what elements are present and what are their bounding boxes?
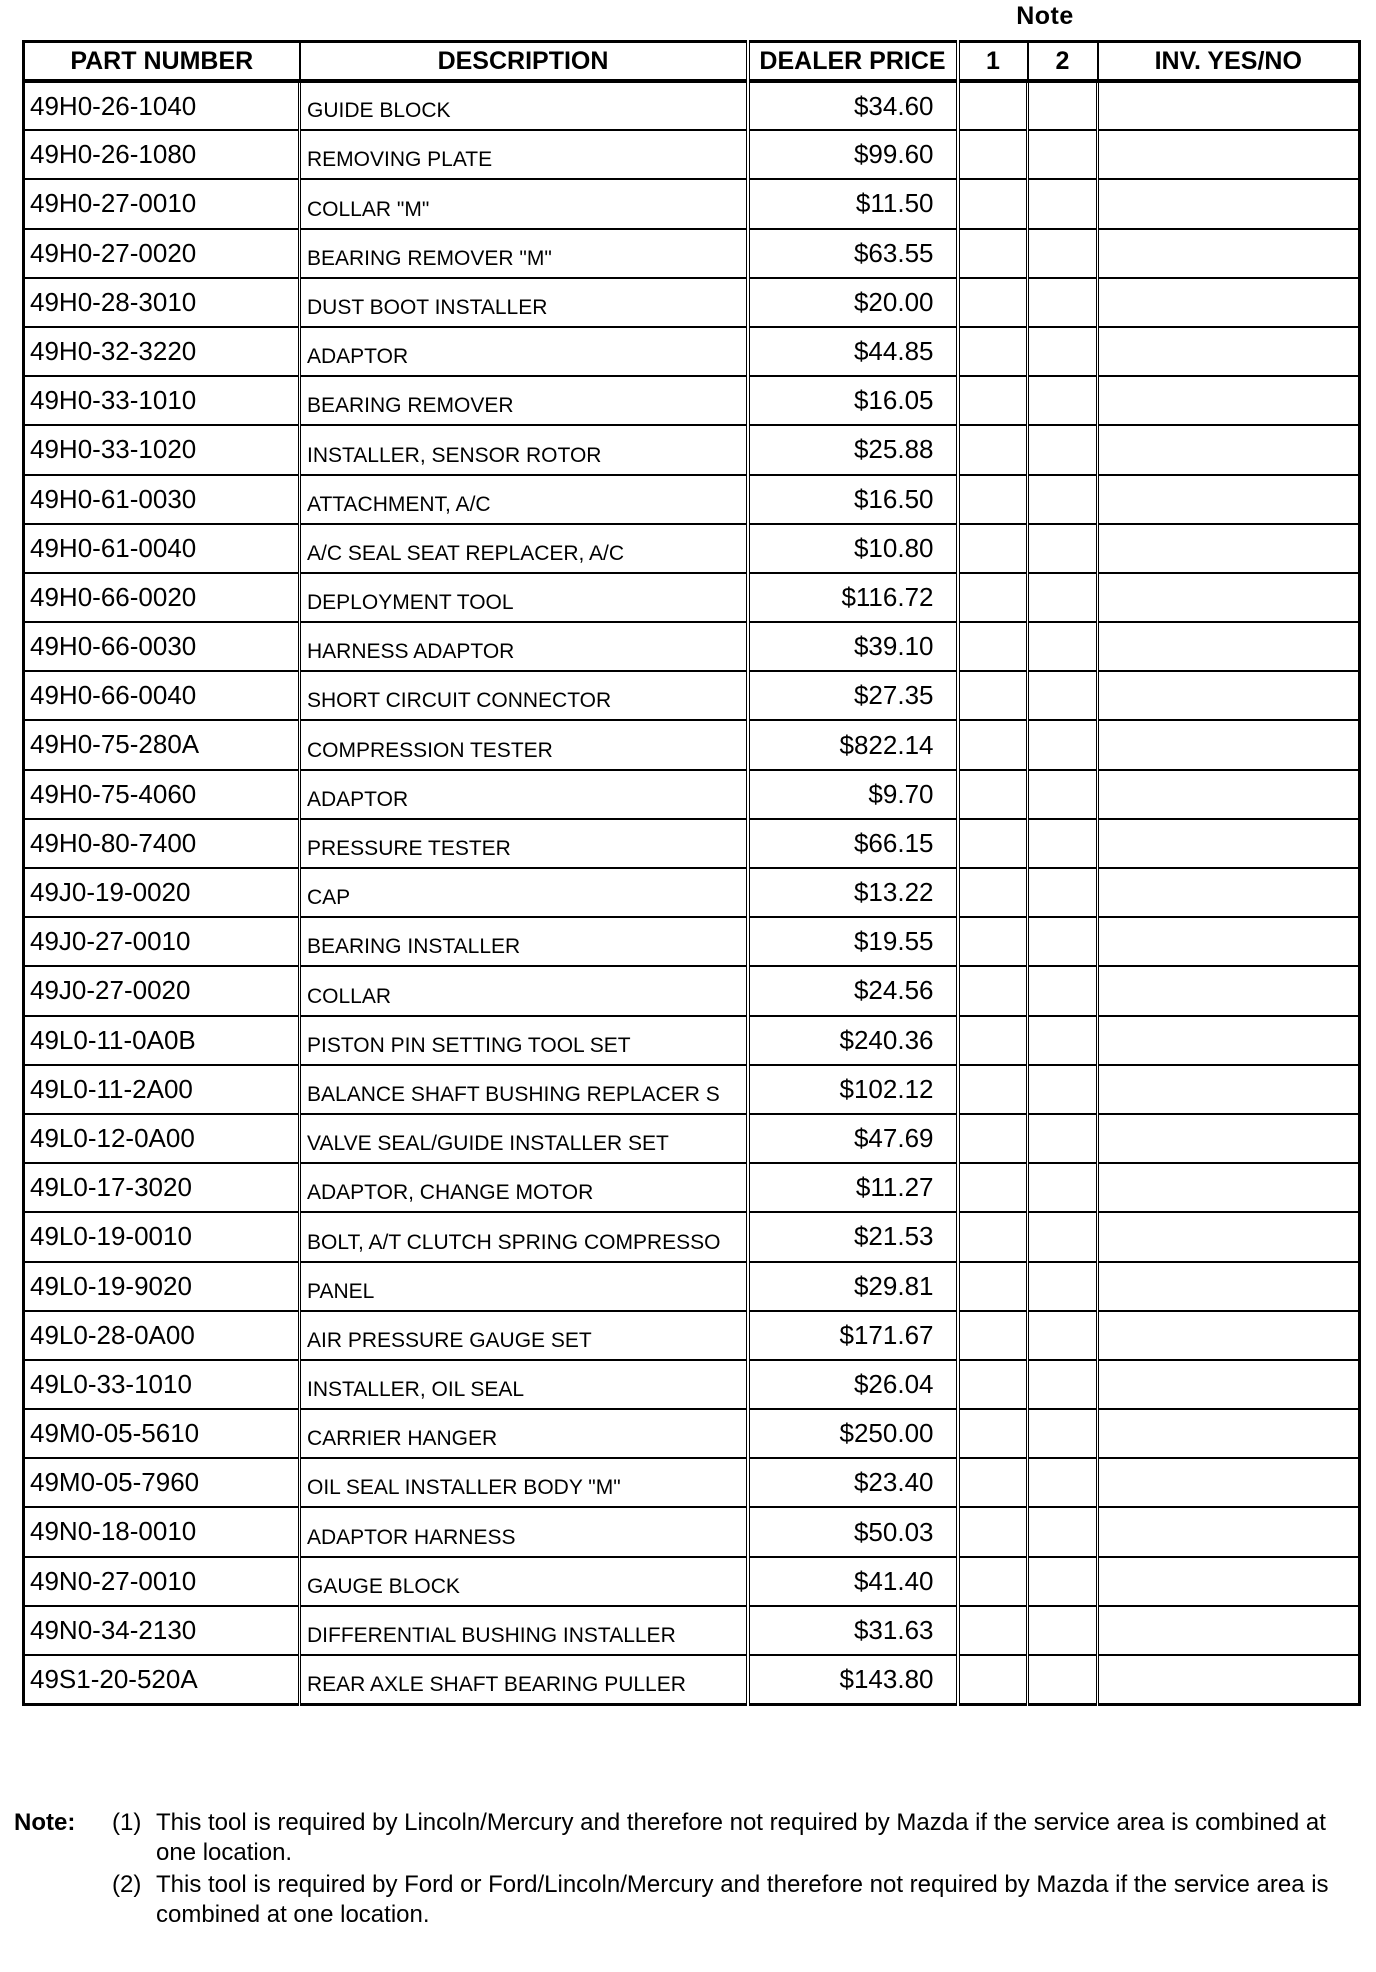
inv-yes-no-cell <box>1098 573 1360 622</box>
part-number-cell: 49N0-34-2130 <box>24 1606 300 1655</box>
part-number-cell: 49J0-27-0010 <box>24 917 300 966</box>
header-part-number: PART NUMBER <box>24 42 300 82</box>
footnote-2-number: (2) <box>112 1871 142 1898</box>
dealer-price-cell: $16.05 <box>748 376 958 425</box>
note-2-cell <box>1028 819 1098 868</box>
table-row <box>24 1507 1360 1556</box>
note-2-cell <box>1028 1507 1098 1556</box>
note-2-cell <box>1028 966 1098 1015</box>
note-2-cell <box>1028 1360 1098 1409</box>
table-row <box>24 81 1360 130</box>
part-number-cell: 49L0-12-0A00 <box>24 1114 300 1163</box>
description-cell: OIL SEAL INSTALLER BODY "M" <box>300 1458 748 1507</box>
dealer-price-cell: $41.40 <box>748 1557 958 1606</box>
dealer-price-cell: $20.00 <box>748 278 958 327</box>
dealer-price-cell: $50.03 <box>748 1507 958 1556</box>
dealer-price-cell: $19.55 <box>748 917 958 966</box>
dealer-price-cell: $116.72 <box>748 573 958 622</box>
part-number-cell: 49L0-19-9020 <box>24 1262 300 1311</box>
note-1-cell <box>958 1016 1028 1065</box>
inv-yes-no-cell <box>1098 868 1360 917</box>
description-cell: PISTON PIN SETTING TOOL SET <box>300 1016 748 1065</box>
note-2-cell <box>1028 1212 1098 1261</box>
table-row <box>24 1114 1360 1163</box>
note-1-cell <box>958 573 1028 622</box>
part-number-cell: 49L0-33-1010 <box>24 1360 300 1409</box>
dealer-price-cell: $13.22 <box>748 868 958 917</box>
dealer-price-cell: $44.85 <box>748 327 958 376</box>
table-row <box>24 819 1360 868</box>
dealer-price-cell: $143.80 <box>748 1655 958 1704</box>
description-cell: BALANCE SHAFT BUSHING REPLACER S <box>300 1065 748 1114</box>
table-row <box>24 524 1360 573</box>
part-number-cell: 49S1-20-520A <box>24 1655 300 1704</box>
note-2-cell <box>1028 475 1098 524</box>
table-row <box>24 130 1360 179</box>
note-1-cell <box>958 524 1028 573</box>
note-2-cell <box>1028 770 1098 819</box>
description-cell: COLLAR "M" <box>300 179 748 228</box>
inv-yes-no-cell <box>1098 130 1360 179</box>
dealer-price-cell: $27.35 <box>748 671 958 720</box>
dealer-price-cell: $11.50 <box>748 179 958 228</box>
inv-yes-no-cell <box>1098 1163 1360 1212</box>
inv-yes-no-cell <box>1098 475 1360 524</box>
note-1-cell <box>958 1114 1028 1163</box>
dealer-price-cell: $31.63 <box>748 1606 958 1655</box>
description-cell: ADAPTOR <box>300 327 748 376</box>
table-row <box>24 475 1360 524</box>
table-row <box>24 966 1360 1015</box>
part-number-cell: 49M0-05-5610 <box>24 1409 300 1458</box>
table-row <box>24 720 1360 769</box>
table-row <box>24 1212 1360 1261</box>
dealer-price-cell: $822.14 <box>748 720 958 769</box>
table-row <box>24 425 1360 474</box>
inv-yes-no-cell <box>1098 1409 1360 1458</box>
part-number-cell: 49H0-66-0020 <box>24 573 300 622</box>
footnote-1-text: This tool is required by Lincoln/Mercury and therefore not required by Mazda if the service area is combined at one location. <box>156 1809 1326 1866</box>
description-cell: VALVE SEAL/GUIDE INSTALLER SET <box>300 1114 748 1163</box>
part-number-cell: 49H0-26-1080 <box>24 130 300 179</box>
inv-yes-no-cell <box>1098 1360 1360 1409</box>
table-row <box>24 179 1360 228</box>
description-cell: GUIDE BLOCK <box>300 81 748 130</box>
description-cell: BEARING REMOVER <box>300 376 748 425</box>
note-1-cell <box>958 278 1028 327</box>
dealer-price-cell: $9.70 <box>748 770 958 819</box>
dealer-price-cell: $10.80 <box>748 524 958 573</box>
part-number-cell: 49H0-27-0010 <box>24 179 300 228</box>
dealer-price-cell: $47.69 <box>748 1114 958 1163</box>
part-number-cell: 49N0-27-0010 <box>24 1557 300 1606</box>
description-cell: INSTALLER, SENSOR ROTOR <box>300 425 748 474</box>
note-1-cell <box>958 1557 1028 1606</box>
note-1-cell <box>958 229 1028 278</box>
note-2-cell <box>1028 622 1098 671</box>
table-row <box>24 1065 1360 1114</box>
dealer-price-cell: $16.50 <box>748 475 958 524</box>
description-cell: BOLT, A/T CLUTCH SPRING COMPRESSO <box>300 1212 748 1261</box>
description-cell: COLLAR <box>300 966 748 1015</box>
table-row <box>24 917 1360 966</box>
note-2-cell <box>1028 81 1098 130</box>
inv-yes-no-cell <box>1098 81 1360 130</box>
inv-yes-no-cell <box>1098 1311 1360 1360</box>
note-1-cell <box>958 475 1028 524</box>
description-cell: REAR AXLE SHAFT BEARING PULLER <box>300 1655 748 1704</box>
description-cell: INSTALLER, OIL SEAL <box>300 1360 748 1409</box>
dealer-price-cell: $66.15 <box>748 819 958 868</box>
description-cell: SHORT CIRCUIT CONNECTOR <box>300 671 748 720</box>
note-2-cell <box>1028 1655 1098 1704</box>
header-note-2: 2 <box>1028 42 1098 82</box>
note-1-cell <box>958 966 1028 1015</box>
inv-yes-no-cell <box>1098 425 1360 474</box>
table-header-row <box>24 42 1360 82</box>
note-1-cell <box>958 1311 1028 1360</box>
note-2-cell <box>1028 425 1098 474</box>
note-1-cell <box>958 1409 1028 1458</box>
part-number-cell: 49H0-61-0030 <box>24 475 300 524</box>
description-cell: A/C SEAL SEAT REPLACER, A/C <box>300 524 748 573</box>
part-number-cell: 49L0-19-0010 <box>24 1212 300 1261</box>
dealer-price-cell: $11.27 <box>748 1163 958 1212</box>
description-cell: CARRIER HANGER <box>300 1409 748 1458</box>
table-body <box>24 81 1360 1704</box>
note-2-cell <box>1028 917 1098 966</box>
part-number-cell: 49J0-19-0020 <box>24 868 300 917</box>
note-1-cell <box>958 720 1028 769</box>
header-description: DESCRIPTION <box>300 42 748 82</box>
dealer-price-cell: $250.00 <box>748 1409 958 1458</box>
note-2-cell <box>1028 524 1098 573</box>
note-1-cell <box>958 770 1028 819</box>
note-1-cell <box>958 1655 1028 1704</box>
description-cell: ADAPTOR, CHANGE MOTOR <box>300 1163 748 1212</box>
note-1-cell <box>958 868 1028 917</box>
description-cell: DUST BOOT INSTALLER <box>300 278 748 327</box>
inv-yes-no-cell <box>1098 1507 1360 1556</box>
note-2-cell <box>1028 868 1098 917</box>
note-1-cell <box>958 917 1028 966</box>
inv-yes-no-cell <box>1098 376 1360 425</box>
description-cell: ATTACHMENT, A/C <box>300 475 748 524</box>
table-row <box>24 1311 1360 1360</box>
note-2-cell <box>1028 1458 1098 1507</box>
inv-yes-no-cell <box>1098 1557 1360 1606</box>
table-row <box>24 1016 1360 1065</box>
part-number-cell: 49H0-32-3220 <box>24 327 300 376</box>
note-1-cell <box>958 425 1028 474</box>
description-cell: GAUGE BLOCK <box>300 1557 748 1606</box>
description-cell: PANEL <box>300 1262 748 1311</box>
note-2-cell <box>1028 1163 1098 1212</box>
table-row <box>24 573 1360 622</box>
footnote-1 <box>112 1808 1342 1868</box>
note-2-cell <box>1028 130 1098 179</box>
part-number-cell: 49H0-27-0020 <box>24 229 300 278</box>
dealer-price-cell: $25.88 <box>748 425 958 474</box>
dealer-price-cell: $21.53 <box>748 1212 958 1261</box>
table-row <box>24 278 1360 327</box>
footnote-2-text: This tool is required by Ford or Ford/Lincoln/Mercury and therefore not required by Mazda if the service area is combined at one location. <box>156 1871 1329 1928</box>
note-2-cell <box>1028 278 1098 327</box>
note-2-cell <box>1028 1065 1098 1114</box>
description-cell: ADAPTOR HARNESS <box>300 1507 748 1556</box>
inv-yes-no-cell <box>1098 671 1360 720</box>
dealer-price-cell: $39.10 <box>748 622 958 671</box>
note-1-cell <box>958 1212 1028 1261</box>
inv-yes-no-cell <box>1098 1458 1360 1507</box>
inv-yes-no-cell <box>1098 1065 1360 1114</box>
description-cell: BEARING INSTALLER <box>300 917 748 966</box>
table-row <box>24 1557 1360 1606</box>
note-1-cell <box>958 819 1028 868</box>
description-cell: REMOVING PLATE <box>300 130 748 179</box>
part-number-cell: 49M0-05-7960 <box>24 1458 300 1507</box>
dealer-price-cell: $23.40 <box>748 1458 958 1507</box>
part-number-cell: 49N0-18-0010 <box>24 1507 300 1556</box>
table-row <box>24 622 1360 671</box>
note-1-cell <box>958 1507 1028 1556</box>
inv-yes-no-cell <box>1098 819 1360 868</box>
note-2-cell <box>1028 327 1098 376</box>
inv-yes-no-cell <box>1098 278 1360 327</box>
note-column-group-header: Note <box>1016 2 1074 30</box>
note-1-cell <box>958 1606 1028 1655</box>
table-row <box>24 671 1360 720</box>
dealer-price-cell: $24.56 <box>748 966 958 1015</box>
table-row <box>24 327 1360 376</box>
note-1-cell <box>958 179 1028 228</box>
inv-yes-no-cell <box>1098 1606 1360 1655</box>
note-2-cell <box>1028 1016 1098 1065</box>
dealer-price-cell: $34.60 <box>748 81 958 130</box>
part-number-cell: 49H0-26-1040 <box>24 81 300 130</box>
header-inv-yes-no: INV. YES/NO <box>1098 42 1360 82</box>
inv-yes-no-cell <box>1098 1212 1360 1261</box>
part-number-cell: 49H0-75-4060 <box>24 770 300 819</box>
description-cell: COMPRESSION TESTER <box>300 720 748 769</box>
inv-yes-no-cell <box>1098 524 1360 573</box>
note-1-cell <box>958 622 1028 671</box>
inv-yes-no-cell <box>1098 1016 1360 1065</box>
note-2-cell <box>1028 720 1098 769</box>
table-row <box>24 229 1360 278</box>
part-number-cell: 49H0-28-3010 <box>24 278 300 327</box>
inv-yes-no-cell <box>1098 229 1360 278</box>
dealer-price-cell: $29.81 <box>748 1262 958 1311</box>
table-row <box>24 1458 1360 1507</box>
table-row <box>24 1606 1360 1655</box>
note-2-cell <box>1028 1262 1098 1311</box>
dealer-price-cell: $26.04 <box>748 1360 958 1409</box>
note-1-cell <box>958 376 1028 425</box>
inv-yes-no-cell <box>1098 966 1360 1015</box>
footnote-1-number: (1) <box>112 1809 142 1836</box>
note-2-cell <box>1028 1606 1098 1655</box>
table-row <box>24 1163 1360 1212</box>
note-2-cell <box>1028 1114 1098 1163</box>
table-row <box>24 1409 1360 1458</box>
part-number-cell: 49H0-61-0040 <box>24 524 300 573</box>
inv-yes-no-cell <box>1098 1262 1360 1311</box>
table-row <box>24 1655 1360 1704</box>
description-cell: DIFFERENTIAL BUSHING INSTALLER <box>300 1606 748 1655</box>
part-number-cell: 49H0-66-0030 <box>24 622 300 671</box>
note-1-cell <box>958 1262 1028 1311</box>
inv-yes-no-cell <box>1098 179 1360 228</box>
tools-price-table <box>22 40 1361 1706</box>
inv-yes-no-cell <box>1098 622 1360 671</box>
description-cell: PRESSURE TESTER <box>300 819 748 868</box>
header-dealer-price: DEALER PRICE <box>748 42 958 82</box>
inv-yes-no-cell <box>1098 1114 1360 1163</box>
part-number-cell: 49H0-66-0040 <box>24 671 300 720</box>
inv-yes-no-cell <box>1098 770 1360 819</box>
note-2-cell <box>1028 376 1098 425</box>
table-row <box>24 1262 1360 1311</box>
table-row <box>24 1360 1360 1409</box>
part-number-cell: 49H0-33-1020 <box>24 425 300 474</box>
note-2-cell <box>1028 229 1098 278</box>
inv-yes-no-cell <box>1098 1655 1360 1704</box>
description-cell: ADAPTOR <box>300 770 748 819</box>
note-2-cell <box>1028 573 1098 622</box>
note-1-cell <box>958 81 1028 130</box>
part-number-cell: 49H0-33-1010 <box>24 376 300 425</box>
header-note-1: 1 <box>958 42 1028 82</box>
description-cell: BEARING REMOVER "M" <box>300 229 748 278</box>
note-2-cell <box>1028 1311 1098 1360</box>
note-2-cell <box>1028 1409 1098 1458</box>
inv-yes-no-cell <box>1098 917 1360 966</box>
dealer-price-cell: $102.12 <box>748 1065 958 1114</box>
footnote-2 <box>112 1870 1342 1930</box>
dealer-price-cell: $99.60 <box>748 130 958 179</box>
part-number-cell: 49H0-80-7400 <box>24 819 300 868</box>
description-cell: HARNESS ADAPTOR <box>300 622 748 671</box>
note-2-cell <box>1028 179 1098 228</box>
note-1-cell <box>958 130 1028 179</box>
inv-yes-no-cell <box>1098 720 1360 769</box>
notes-label: Note: <box>14 1809 76 1836</box>
note-1-cell <box>958 1163 1028 1212</box>
dealer-price-cell: $240.36 <box>748 1016 958 1065</box>
dealer-price-cell: $171.67 <box>748 1311 958 1360</box>
inv-yes-no-cell <box>1098 327 1360 376</box>
note-1-cell <box>958 327 1028 376</box>
note-1-cell <box>958 1065 1028 1114</box>
dealer-price-cell: $63.55 <box>748 229 958 278</box>
part-number-cell: 49L0-11-2A00 <box>24 1065 300 1114</box>
note-2-cell <box>1028 1557 1098 1606</box>
description-cell: AIR PRESSURE GAUGE SET <box>300 1311 748 1360</box>
note-2-cell <box>1028 671 1098 720</box>
part-number-cell: 49L0-17-3020 <box>24 1163 300 1212</box>
description-cell: CAP <box>300 868 748 917</box>
part-number-cell: 49J0-27-0020 <box>24 966 300 1015</box>
note-1-cell <box>958 1458 1028 1507</box>
note-1-cell <box>958 671 1028 720</box>
note-1-cell <box>958 1360 1028 1409</box>
table-row <box>24 376 1360 425</box>
description-cell: DEPLOYMENT TOOL <box>300 573 748 622</box>
part-number-cell: 49H0-75-280A <box>24 720 300 769</box>
part-number-cell: 49L0-28-0A00 <box>24 1311 300 1360</box>
part-number-cell: 49L0-11-0A0B <box>24 1016 300 1065</box>
table-row <box>24 770 1360 819</box>
table-row <box>24 868 1360 917</box>
